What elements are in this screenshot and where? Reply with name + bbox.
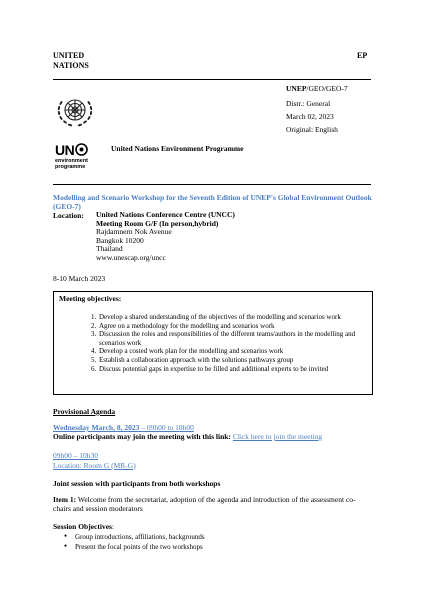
objective-text: Agree on a methodology for the modelling and scenarios work — [99, 321, 275, 330]
unep-logo-word1: environment — [55, 158, 89, 164]
objective-item — [91, 356, 363, 365]
programme-name: United Nations Environment Programme — [111, 144, 244, 153]
objective-item — [91, 322, 363, 331]
objectives-heading: Meeting objectives: — [59, 294, 122, 303]
online-join-text: Online participants may join the meeting with this link: — [53, 432, 233, 441]
address-country: Thailand — [96, 244, 123, 254]
agenda-heading: Provisional Agenda — [53, 407, 116, 416]
venue-name: United Nations Conference Centre (UNCC) — [96, 210, 235, 219]
objective-text: Develop a costed work plan for the modelling and scenarios work — [99, 347, 284, 356]
online-join-line — [53, 432, 322, 441]
org-name-line1: UNITED — [53, 51, 85, 60]
objective-number: 4. — [91, 347, 97, 356]
meeting-title: Modelling and Scenario Workshop for the Seventh Edition of UNEP's Global Environment Outlook (GEO-7) — [53, 193, 372, 211]
objective-text: Establish a collaboration approach with the solutions pathways group — [99, 355, 294, 364]
item1-text: Welcome from the secretariat, adoption of the agenda and introduction of the assessment co-chairs and session moderators — [53, 495, 356, 513]
org-name-line2: NATIONS — [53, 61, 89, 70]
meeting-dates: 8-10 March 2023 — [53, 274, 106, 283]
original-language: Original: English — [286, 125, 338, 134]
objective-text: Discussion the roles and responsibilities of the different teams/authors in the modelling and scenarios work — [99, 330, 356, 347]
document-date: March 02, 2023 — [286, 112, 334, 121]
unep-logo-mark — [55, 143, 88, 158]
un-emblem — [54, 91, 96, 133]
objective-number: 1. — [91, 313, 97, 321]
session-objective-item: ● Group introductions, affiliations, backgrounds — [60, 532, 360, 542]
objective-number: 3. — [91, 330, 97, 339]
unep-emblem-icon — [75, 143, 88, 158]
session-objectives-list — [60, 532, 360, 552]
joint-session: Joint session with participants from both workshops — [53, 479, 221, 488]
symbol-bold: UNEP — [286, 84, 307, 93]
agenda-day-date[interactable]: Wednesday March, 8, 2023 — [53, 423, 140, 432]
agenda-day-time[interactable]: – 09h00 to 18h00 — [139, 423, 194, 432]
location-label: Location: — [53, 211, 84, 220]
distribution-block — [286, 97, 338, 136]
header-rule-bottom — [53, 184, 371, 185]
venue-website: www.unescap.org/uncc — [96, 252, 166, 262]
objectives-box — [53, 291, 373, 395]
session-objectives-label: Session Objectives — [53, 522, 112, 531]
objective-text: Discuss potential gaps in expertise to be filled and additional experts to be invited — [99, 364, 329, 373]
objectives-list — [91, 313, 363, 373]
objective-number: 2. — [91, 321, 97, 330]
unep-logo-word2: programme — [55, 164, 86, 170]
session-objectives-heading — [53, 522, 114, 531]
session-objectives-colon: : — [111, 522, 115, 531]
meeting-room: Meeting Room G/F (In person,hybrid) — [96, 218, 219, 228]
slot-location[interactable]: Location: Room G (MR-G) — [53, 460, 136, 470]
location-details — [96, 211, 235, 263]
session-slot — [53, 451, 136, 470]
objective-item — [91, 330, 363, 347]
slot-time[interactable]: 09h00 – 10h30 — [53, 451, 98, 460]
unep-logo — [55, 143, 88, 170]
objective-item — [91, 313, 363, 322]
objective-item — [91, 365, 363, 374]
objective-item — [91, 347, 363, 356]
distribution: Distr.: General — [286, 99, 331, 108]
item1-label: Item 1: — [53, 495, 77, 504]
agenda-day — [53, 423, 194, 432]
address-street: Rajdamnern Nok Avenue — [96, 227, 172, 237]
unep-logo-words — [55, 158, 88, 170]
join-meeting-link[interactable]: Click here to join the meeting — [232, 432, 323, 441]
document-symbol — [286, 84, 348, 93]
session-objective-item: ● Present the focal points of the two workshops — [60, 542, 360, 552]
agenda-item-1 — [53, 495, 373, 513]
unep-logo-letters: UN — [55, 142, 75, 158]
un-emblem-icon — [54, 91, 96, 133]
org-name — [53, 51, 89, 71]
ep-mark: EP — [357, 51, 368, 60]
address-city: Bangkok 10200 — [96, 235, 144, 245]
symbol-rest: /GEO/GEO-7 — [306, 84, 348, 93]
header-rule-top — [53, 79, 371, 80]
objective-number: 6. — [91, 364, 97, 373]
objective-number: 5. — [91, 355, 97, 364]
objective-text: Develop a shared understanding of the objectives of the modelling and scenarios work — [99, 313, 341, 321]
